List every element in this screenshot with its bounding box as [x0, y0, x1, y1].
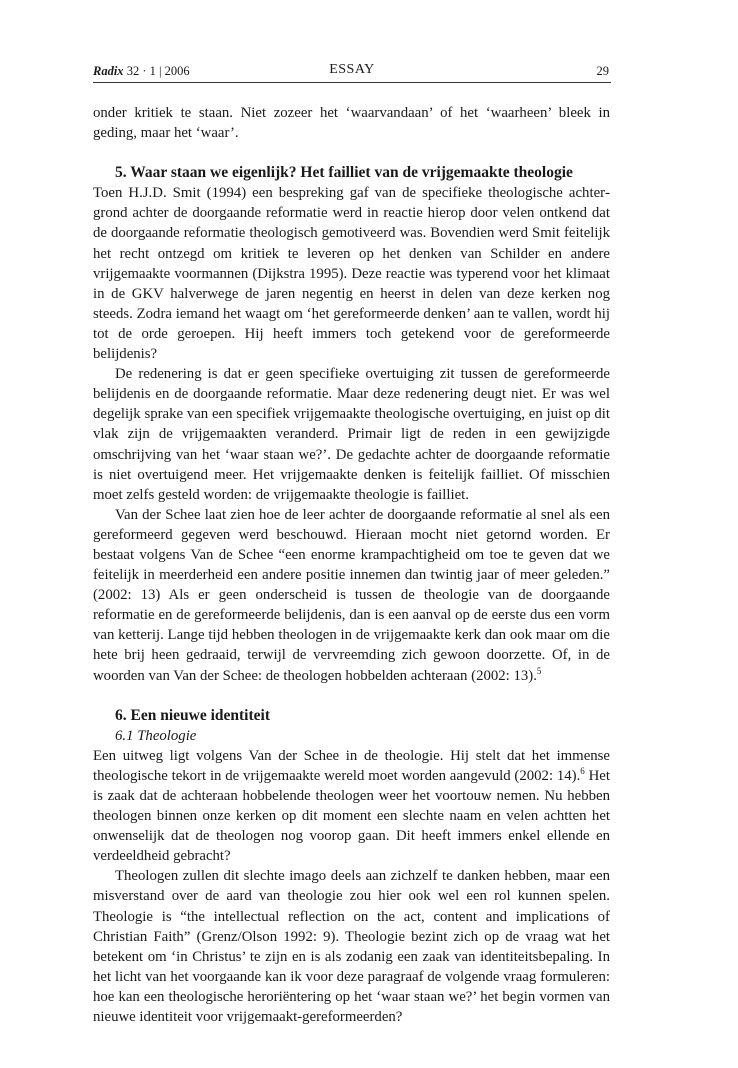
section-5-paragraph-3 [93, 505, 610, 686]
section-6-heading: 6. Een nieuwe identiteit [115, 706, 270, 724]
issue-info: 32 · 1 | 2006 [126, 64, 190, 78]
paragraph-text: Van der Schee laat zien hoe de leer achter de doorgaande reformatie al snel als een gereformeerd gegeven werd beschouwd. Hieraan mocht niet getornd worden. Er bestaat volgens Van de Schee “een enorme krampachtigheid om toe te geven dat we feitelijk in meerderheid een andere positie innemen dan twintig jaar of meer geleden.” (2002: 13) Als er geen onderscheid is tussen de theologie van de doorgaande reformatie en de gereformeerde belijdenis, dan is een aanval op de eerste dus een vorm van ketterij. Lange tijd hebben theologen in de vrijgemaakte kerk dan ook maar om die hete brij heen gedraaid, terwijl de vervreemding zich gewoon doorzette. Of, in de woorden van Van der Schee: de theologen hobbelden achteraan (2002: 13). [93, 506, 610, 684]
section-5-paragraph-1: Toen H.J.D. Smit (1994) een bespreking gaf van de specifieke theologische achtergrond achter de doorgaande reformatie werd in reactie hierop door velen ontkend dat de doorgaande reformatie theologisch gemotiveerd was. Bovendien werd Smit feitelijk het recht ontzegd om kritiek te leveren op het denken van Schilder en andere vrijgemaakte voormannen (Dijkstra 1995). Deze reactie was typerend voor het klimaat in de GKV halverwege de jaren negentig en heerst in delen van deze kerken nog steeds. Zodra iemand het waagt om ‘het gereformeerde denken’ aan te vallen, wordt hij tot de orde geroepen. Hij heeft immers toch getekend voor de gereformeerde belijdenis? [93, 185, 610, 363]
section-label: ESSAY [329, 62, 375, 77]
journal-name: Radix [93, 64, 124, 78]
article-body [93, 103, 610, 1027]
intro-paragraph: onder kritiek te staan. Niet zozeer het ‘waarvandaan’ of het ‘waarheen’ bleek in geding, maar het ‘waar’. [93, 105, 610, 142]
subsection-6-1-heading: 6.1 Theologie [115, 727, 197, 744]
section-5-heading: 5. Waar staan we eigenlijk? Het failliet van de vrijgemaakte theologie [115, 164, 573, 182]
spacer [93, 686, 610, 706]
paragraph-text-continued: Het is zaak dat de achteraan hobbelende theologen weer het voortouw nemen. Nu hebben theologen binnen onze kerken op dit moment een slechte naam en velen achtten het onwenselijk dat de theologen nog voorop gaan. Dit heeft immers enkel ellende en verdeeldheid gebracht? [93, 767, 610, 865]
footnote-ref-5[interactable]: 5 [536, 665, 542, 676]
section-5-paragraph-2: De redenering is dat er geen specifieke overtuiging zit tussen de gereformeerde belijdenis en de doorgaande reformatie. Maar deze redenering deugt niet. Er was wel degelijk sprake van een specifiek vrijgemaakte theologische overtuiging, en juist op dit vlak zijn de vrijgemaakten veranderd. Primair ligt de reden in een gewijzigde omschrijving van het ‘waar staan we?’. De gedachte achter de doorgaande reformatie is niet overtuigend meer. Het vrijgemaakte denken is feitelijk failliet. Of misschien moet zelfs gesteld worden: de vrijgemaakte theologie is failliet. [93, 366, 610, 503]
section-6-paragraph-2: Theologen zullen dit slechte imago deels aan zichzelf te danken hebben, maar een misverstand over de aard van theologie zou hier ook wel een rol kunnen spelen. Theologie is “the intellectual reflection on the act, content and implications of Christian Faith” (Grenz/Olson 1992: 9). Theologie bezint zich op de vraag wat het betekent om ‘in Christus’ te zijn en is als zodanig een zaak van identiteitsbepaling. In het licht van het voorgaande kan ik voor deze paragraaf de volgende vraag formuleren: hoe kan een theologische heroriëntering op het ‘waar staan we?’ het begin vormen van nieuwe identiteit voor vrijgemaakt-gereformeerden? [93, 868, 610, 1026]
running-header [93, 60, 611, 83]
spacer [93, 143, 610, 163]
section-6-paragraph-1 [93, 746, 610, 867]
page-number: 29 [596, 64, 609, 78]
footnote-ref-6[interactable]: 6 [580, 765, 585, 776]
paragraph-text: Een uitweg ligt volgens Van der Schee in de theologie. Hij stelt dat het immense theologische tekort in de vrijgemaakte wereld moet worden aangevuld (2002: 14). [93, 747, 610, 784]
